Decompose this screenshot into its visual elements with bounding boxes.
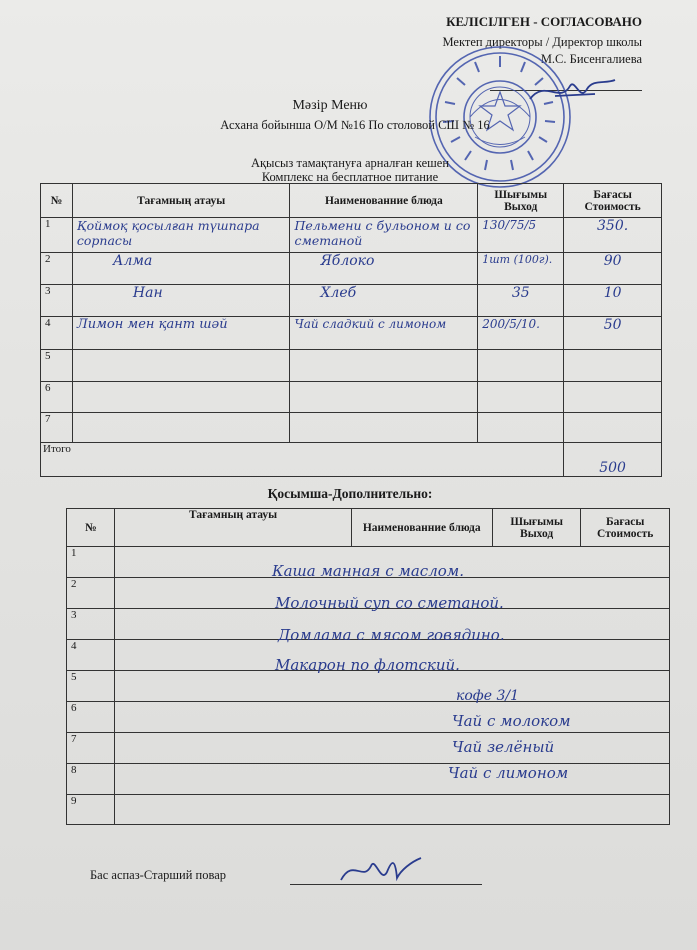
dish-output: 1шт (100г).: [482, 253, 553, 266]
empty-cell: [72, 382, 290, 413]
dish-kz: Лимон мен қант шәй: [76, 317, 228, 332]
row-number: 3: [67, 609, 115, 640]
col-name-kz: Тағамның атауы: [72, 184, 290, 218]
row-number: 6: [41, 382, 73, 413]
col-name-kz: Тағамның атауы: [115, 509, 351, 547]
additional-item: Молочный суп со сметаной.: [275, 594, 504, 612]
empty-cell: [290, 350, 478, 382]
cook-signature: [335, 848, 425, 890]
menu-subtitle: Асхана бойынша О/М №16 По столовой СШ № 16: [220, 118, 490, 132]
additional-item: кофе 3/1: [456, 688, 520, 704]
complex-ru: Комплекс на бесплатное питание: [261, 170, 439, 184]
row-number: 6: [67, 702, 115, 733]
table-header-row: [67, 509, 670, 547]
empty-cell: [564, 413, 662, 443]
cook-label: Бас аспаз-Старший повар: [90, 868, 227, 882]
merged-cell: [115, 795, 670, 825]
additional-item: Домлама с мясом говядино.: [278, 626, 505, 644]
row-number: 4: [67, 640, 115, 671]
empty-cell: [72, 350, 290, 382]
main-menu-table: [40, 183, 662, 477]
row-number: 3: [41, 285, 73, 317]
col-number: №: [67, 509, 115, 547]
total-row: [41, 443, 662, 477]
empty-cell: [564, 350, 662, 382]
dish-price: 50: [603, 317, 622, 333]
merged-cell: [115, 671, 670, 702]
row-number: 1: [41, 218, 73, 253]
additional-item: Чай с лимоном: [448, 764, 569, 782]
additional-item: Чай с молоком: [452, 712, 571, 730]
dish-ru: Пельмени с бульоном и со сметаной: [294, 218, 471, 248]
col-output: Шығымы Выход: [492, 509, 581, 547]
table-row: [41, 382, 662, 413]
dish-output: 200/5/10.: [482, 317, 540, 331]
table-row: [41, 253, 662, 285]
complex-kz: Ақысыз тамақтануға арналған кешен: [250, 156, 450, 170]
merged-cell: [115, 702, 670, 733]
row-number: 7: [41, 413, 73, 443]
director-signature: [525, 74, 620, 109]
table-row: [67, 671, 670, 702]
merged-cell: [115, 733, 670, 764]
row-number: 2: [41, 253, 73, 285]
additional-title: Қосымша-Дополнительно:: [267, 486, 433, 501]
dish-ru: Яблоко: [320, 253, 375, 269]
dish-price: 350.: [597, 218, 629, 234]
additional-item: Макарон по флотский.: [275, 656, 460, 674]
additional-item: Чай зелёный: [452, 738, 555, 756]
col-name-ru: Наименованние блюда: [351, 509, 492, 547]
col-output: Шығымы Выход: [478, 184, 564, 218]
table-row: [67, 795, 670, 825]
table-row: [67, 702, 670, 733]
table-row: [41, 285, 662, 317]
dish-output: 130/75/5: [482, 218, 537, 232]
dish-price: 10: [603, 285, 622, 301]
table-row: [41, 218, 662, 253]
table-row: [41, 413, 662, 443]
empty-cell: [478, 413, 564, 443]
total-value: 500: [599, 460, 626, 476]
dish-kz: Нан: [132, 285, 163, 301]
col-name-ru: Наименованние блюда: [290, 184, 478, 218]
dish-price: 90: [603, 253, 622, 269]
empty-cell: [290, 413, 478, 443]
dish-kz: Алма: [112, 253, 153, 269]
table-row: [67, 764, 670, 795]
additional-item: Каша манная с маслом.: [272, 562, 464, 580]
col-price: Бағасы Стоимость: [581, 509, 670, 547]
row-number: 5: [41, 350, 73, 382]
dish-ru: Хлеб: [320, 285, 357, 301]
empty-cell: [290, 382, 478, 413]
col-number: №: [41, 184, 73, 218]
row-number: 1: [67, 547, 115, 578]
dish-output: 35: [511, 285, 530, 301]
merged-cell: [115, 764, 670, 795]
approval-position: Мектеп директоры / Директор школы: [442, 35, 642, 49]
dish-ru: Чай сладкий с лимоном: [294, 317, 447, 331]
dish-kz: Қоймоқ қосылған түшпара сорпасы: [76, 218, 260, 248]
empty-cell: [478, 350, 564, 382]
empty-cell: [478, 382, 564, 413]
empty-cell: [72, 413, 290, 443]
table-row: [67, 733, 670, 764]
empty-cell: [564, 382, 662, 413]
row-number: 4: [41, 317, 73, 350]
row-number: 8: [67, 764, 115, 795]
row-number: 5: [67, 671, 115, 702]
table-row: [41, 317, 662, 350]
menu-title: Мәзір Меню: [292, 98, 368, 113]
table-header-row: [41, 184, 662, 218]
total-label: Итого: [41, 443, 564, 477]
row-number: 9: [67, 795, 115, 825]
col-price: Бағасы Стоимость: [564, 184, 662, 218]
row-number: 2: [67, 578, 115, 609]
row-number: 7: [67, 733, 115, 764]
approval-name: М.С. Бисенгалиева: [540, 52, 642, 66]
approval-title: КЕЛІСІЛГЕН - СОГЛАСОВАНО: [446, 14, 642, 29]
table-row: [41, 350, 662, 382]
